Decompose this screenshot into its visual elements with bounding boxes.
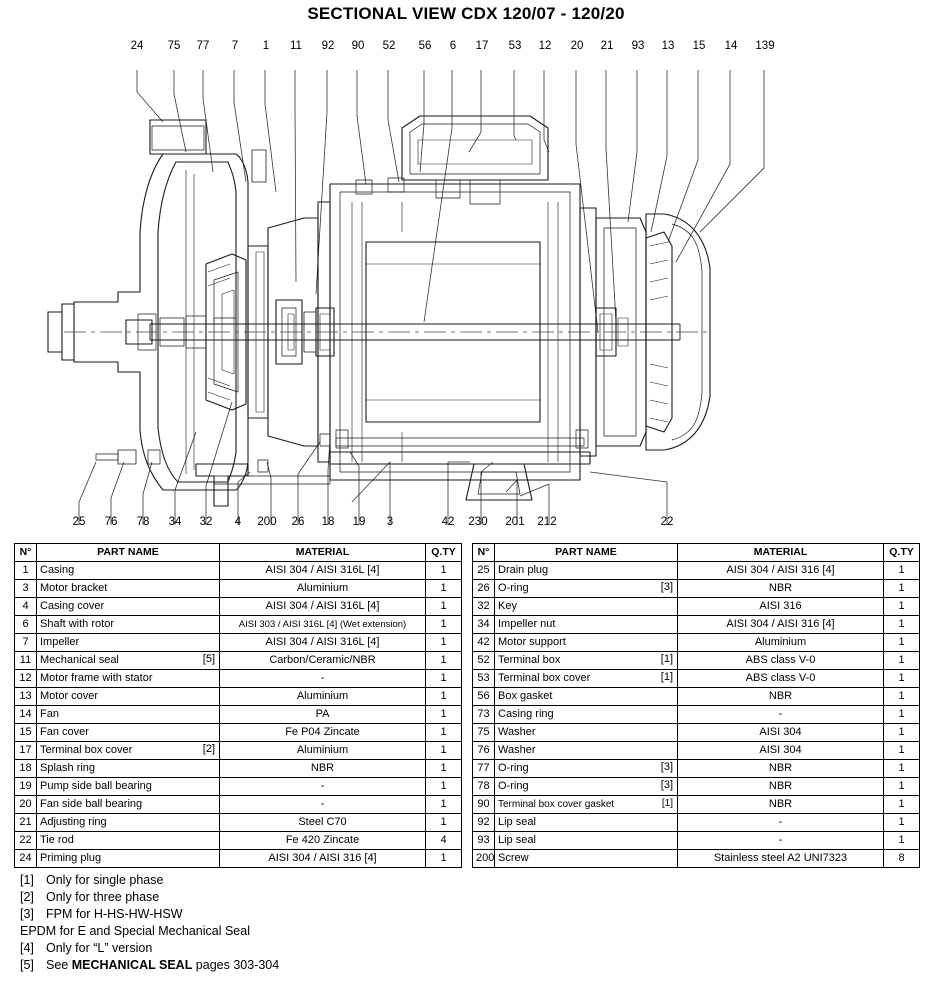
callout-6: 6 — [449, 40, 457, 52]
part-label: Washer — [498, 726, 536, 738]
cell-num: 6 — [15, 616, 37, 634]
cell-num: 93 — [473, 832, 495, 850]
callout-19: 19 — [352, 516, 366, 528]
cell-material: Aluminium — [678, 634, 884, 652]
part-label: Lip seal — [498, 816, 536, 828]
callout-52: 52 — [382, 40, 396, 52]
callout-76: 76 — [104, 516, 118, 528]
cell-name — [495, 616, 678, 634]
cell-name — [37, 814, 220, 832]
cell-qty: 1 — [884, 580, 920, 598]
cell-num: 200 — [473, 850, 495, 868]
part-label: Terminal box cover — [40, 744, 133, 756]
cell-name — [495, 724, 678, 742]
cell-material: - — [678, 832, 884, 850]
part-label: Terminal box cover — [498, 672, 591, 684]
header-num: N° — [15, 544, 37, 562]
cell-material: AISI 304 / AISI 316L [4] — [220, 562, 426, 580]
cell-material: PA — [220, 706, 426, 724]
cell-num: 78 — [473, 778, 495, 796]
part-label: Fan — [40, 708, 59, 720]
table-row — [473, 724, 920, 742]
cell-name — [495, 796, 678, 814]
callout-11: 11 — [290, 40, 302, 52]
table-row — [15, 688, 462, 706]
cell-name — [37, 778, 220, 796]
footnote-text-pre: See — [46, 958, 72, 972]
cell-material: ABS class V-0 — [678, 652, 884, 670]
cell-material: AISI 304 / AISI 316 [4] — [678, 616, 884, 634]
callout-25: 25 — [72, 516, 86, 528]
table-row — [15, 562, 462, 580]
cell-material: Steel C70 — [220, 814, 426, 832]
part-label: Casing ring — [498, 708, 554, 720]
cell-qty: 1 — [426, 688, 462, 706]
part-label: Splash ring — [40, 762, 96, 774]
cell-qty: 1 — [884, 706, 920, 724]
cell-material: Fe 420 Zincate — [220, 832, 426, 850]
cell-num: 11 — [15, 652, 37, 670]
footnote-text-post: pages 303-304 — [192, 958, 280, 972]
cell-name — [495, 598, 678, 616]
table-row — [15, 634, 462, 652]
part-label: Fan cover — [40, 726, 89, 738]
cell-qty: 1 — [426, 724, 462, 742]
callout-56: 56 — [418, 40, 432, 52]
callout-139: 139 — [755, 40, 775, 52]
cell-name — [37, 598, 220, 616]
cell-num: 26 — [473, 580, 495, 598]
cell-name — [495, 814, 678, 832]
cell-name — [37, 760, 220, 778]
part-label: Terminal box — [498, 654, 561, 666]
table-row — [473, 652, 920, 670]
cell-qty: 1 — [426, 598, 462, 616]
table-row — [15, 814, 462, 832]
callout-17: 17 — [475, 40, 489, 52]
header-part-name: PART NAME — [37, 544, 220, 562]
part-label: Casing — [40, 564, 75, 576]
cell-qty: 1 — [884, 670, 920, 688]
footnote-tag: [1] — [20, 873, 34, 887]
table-row — [473, 580, 920, 598]
cell-qty: 1 — [884, 832, 920, 850]
cell-name — [495, 706, 678, 724]
cell-name — [495, 760, 678, 778]
cell-material: AISI 316 — [678, 598, 884, 616]
cell-qty: 1 — [426, 778, 462, 796]
cell-qty: 1 — [884, 634, 920, 652]
callout-26: 26 — [291, 516, 305, 528]
part-label: Priming plug — [40, 852, 102, 864]
table-header-row — [473, 544, 920, 562]
part-ref: [1] — [660, 653, 673, 665]
part-label: Motor cover — [40, 690, 99, 702]
callout-230: 230 — [468, 516, 488, 528]
cell-num: 3 — [15, 580, 37, 598]
cell-material: NBR — [678, 580, 884, 598]
cell-qty: 4 — [426, 832, 462, 850]
part-label: Box gasket — [498, 690, 553, 702]
callout-22: 22 — [660, 516, 674, 528]
parts-table-left — [14, 543, 462, 868]
cell-num: 15 — [15, 724, 37, 742]
table-row — [15, 760, 462, 778]
pump-cross-section-svg — [0, 32, 932, 537]
cell-num: 42 — [473, 634, 495, 652]
header-material: MATERIAL — [678, 544, 884, 562]
part-label: Washer — [498, 744, 536, 756]
cell-name — [495, 562, 678, 580]
callout-200: 200 — [257, 516, 277, 528]
callout-1: 1 — [262, 40, 270, 52]
table-header-row — [15, 544, 462, 562]
cell-material: Fe P04 Zincate — [220, 724, 426, 742]
cell-qty: 1 — [426, 760, 462, 778]
cell-material: - — [220, 670, 426, 688]
callout-93: 93 — [631, 40, 645, 52]
part-label: O-ring — [498, 780, 529, 792]
table-row — [15, 652, 462, 670]
table-row — [473, 832, 920, 850]
cell-name — [495, 580, 678, 598]
table-row — [473, 778, 920, 796]
cell-material: NBR — [678, 688, 884, 706]
cell-name — [37, 850, 220, 868]
part-label: O-ring — [498, 762, 529, 774]
cell-num: 75 — [473, 724, 495, 742]
header-num: N° — [473, 544, 495, 562]
header-qty: Q.TY — [884, 544, 920, 562]
table-row — [15, 724, 462, 742]
footnote-1 — [20, 872, 720, 889]
part-label: Pump side ball bearing — [40, 780, 152, 792]
cell-qty: 1 — [884, 652, 920, 670]
footnote-text: Only for “L” version — [46, 941, 153, 955]
footnotes — [20, 872, 720, 974]
cell-qty: 1 — [426, 562, 462, 580]
table-row — [473, 598, 920, 616]
cell-material: ABS class V-0 — [678, 670, 884, 688]
cell-qty: 1 — [884, 760, 920, 778]
callout-21: 21 — [600, 40, 614, 52]
header-part-name: PART NAME — [495, 544, 678, 562]
cell-num: 7 — [15, 634, 37, 652]
cell-num: 32 — [473, 598, 495, 616]
table-row — [473, 760, 920, 778]
table-row — [15, 778, 462, 796]
cell-name — [37, 616, 220, 634]
cell-name — [37, 742, 220, 760]
header-material: MATERIAL — [220, 544, 426, 562]
footnote-tag: [4] — [20, 941, 34, 955]
callout-34: 34 — [168, 516, 182, 528]
cell-material: Aluminium — [220, 688, 426, 706]
table-row — [15, 796, 462, 814]
cell-qty: 8 — [884, 850, 920, 868]
cell-num: 52 — [473, 652, 495, 670]
page-title: SECTIONAL VIEW CDX 120/07 - 120/20 — [307, 4, 625, 23]
table-row — [15, 580, 462, 598]
part-label: Motor bracket — [40, 582, 108, 594]
cell-qty: 1 — [426, 706, 462, 724]
cell-name — [37, 706, 220, 724]
part-label: Mechanical seal — [40, 654, 119, 666]
table-row — [473, 850, 920, 868]
cell-num: 92 — [473, 814, 495, 832]
cell-material: Carbon/Ceramic/NBR — [220, 652, 426, 670]
callout-78: 78 — [136, 516, 150, 528]
part-ref: [1] — [661, 798, 673, 809]
cell-name — [495, 778, 678, 796]
cell-num: 77 — [473, 760, 495, 778]
cell-num: 76 — [473, 742, 495, 760]
callout-24: 24 — [130, 40, 144, 52]
part-ref: [3] — [660, 779, 673, 791]
cell-num: 24 — [15, 850, 37, 868]
cell-material: AISI 304 — [678, 724, 884, 742]
part-label: Adjusting ring — [40, 816, 107, 828]
cell-material: AISI 304 / AISI 316 [4] — [678, 562, 884, 580]
cell-qty: 1 — [884, 598, 920, 616]
footnote-2 — [20, 889, 720, 906]
callout-90: 90 — [351, 40, 365, 52]
callout-212: 212 — [537, 516, 557, 528]
table-row — [473, 616, 920, 634]
part-ref: [5] — [202, 653, 215, 665]
cell-num: 19 — [15, 778, 37, 796]
footnote-3 — [20, 906, 720, 923]
callout-12: 12 — [538, 40, 552, 52]
cell-material: - — [678, 706, 884, 724]
cell-qty: 1 — [426, 850, 462, 868]
footnote-4 — [20, 940, 720, 957]
footnote-tag: [2] — [20, 890, 34, 904]
table-row — [473, 670, 920, 688]
table-row — [473, 742, 920, 760]
cell-material: - — [220, 796, 426, 814]
cell-name — [37, 688, 220, 706]
cell-material: NBR — [678, 796, 884, 814]
table-row — [15, 832, 462, 850]
part-label: Terminal box cover gasket — [498, 799, 615, 810]
parts-tables — [14, 543, 918, 868]
parts-table-right — [472, 543, 920, 868]
footnote-text: Only for single phase — [46, 873, 164, 887]
cell-qty: 1 — [884, 814, 920, 832]
cell-material: - — [678, 814, 884, 832]
cell-num: 4 — [15, 598, 37, 616]
table-row — [473, 706, 920, 724]
cell-num: 34 — [473, 616, 495, 634]
part-label: Impeller — [40, 636, 80, 648]
part-label: Lip seal — [498, 834, 536, 846]
table-row — [15, 742, 462, 760]
cell-num: 13 — [15, 688, 37, 706]
callout-75: 75 — [167, 40, 181, 52]
table-row — [15, 598, 462, 616]
cell-name — [495, 832, 678, 850]
cell-material: NBR — [678, 760, 884, 778]
cell-qty: 1 — [884, 688, 920, 706]
cell-qty: 1 — [884, 562, 920, 580]
table-row — [473, 562, 920, 580]
part-ref: [3] — [660, 761, 673, 773]
footnote-text: FPM for H-HS-HW-HSW — [46, 907, 183, 921]
cell-qty: 1 — [426, 616, 462, 634]
table-row — [473, 688, 920, 706]
cell-name — [37, 832, 220, 850]
cell-qty: 1 — [426, 796, 462, 814]
table-row — [15, 850, 462, 868]
cell-qty: 1 — [426, 670, 462, 688]
footnote-tag: [3] — [20, 907, 34, 921]
part-label: Screw — [498, 852, 529, 864]
part-ref: [1] — [660, 671, 673, 683]
callout-92: 92 — [321, 40, 335, 52]
cell-num: 53 — [473, 670, 495, 688]
cell-material: Stainless steel A2 UNI7323 — [678, 850, 884, 868]
table-row — [473, 814, 920, 832]
cell-material: AISI 304 — [678, 742, 884, 760]
cell-num: 73 — [473, 706, 495, 724]
part-label: O-ring — [498, 582, 529, 594]
cell-name — [495, 670, 678, 688]
cell-name — [37, 670, 220, 688]
part-label: Casing cover — [40, 600, 105, 612]
callout-15: 15 — [692, 40, 706, 52]
cell-num: 56 — [473, 688, 495, 706]
callout-32: 32 — [199, 516, 213, 528]
cell-name — [495, 742, 678, 760]
part-ref: [2] — [202, 743, 215, 755]
cell-name — [37, 580, 220, 598]
part-label: Impeller nut — [498, 618, 556, 630]
callout-7: 7 — [231, 40, 239, 52]
cell-name — [37, 562, 220, 580]
table-row — [15, 616, 462, 634]
cell-name — [37, 652, 220, 670]
cell-qty: 1 — [884, 616, 920, 634]
part-label: Fan side ball bearing — [40, 798, 143, 810]
callout-42: 42 — [441, 516, 455, 528]
cell-name — [495, 634, 678, 652]
callout-4: 4 — [234, 516, 242, 528]
part-ref: [3] — [660, 581, 673, 593]
callout-13: 13 — [661, 40, 675, 52]
part-label: Key — [498, 600, 517, 612]
cell-material: Aluminium — [220, 742, 426, 760]
cell-qty: 1 — [884, 796, 920, 814]
footnote-5 — [20, 957, 720, 974]
cell-material: NBR — [220, 760, 426, 778]
cell-num: 25 — [473, 562, 495, 580]
cell-material: AISI 304 / AISI 316 [4] — [220, 850, 426, 868]
footnote-text: Only for three phase — [46, 890, 160, 904]
cell-qty: 1 — [426, 652, 462, 670]
callout-77: 77 — [196, 40, 210, 52]
cell-name — [37, 724, 220, 742]
callout-14: 14 — [724, 40, 738, 52]
table-row — [473, 634, 920, 652]
cell-num: 1 — [15, 562, 37, 580]
cell-name — [495, 850, 678, 868]
header-qty: Q.TY — [426, 544, 462, 562]
part-label: Motor frame with stator — [40, 672, 153, 684]
cell-num: 22 — [15, 832, 37, 850]
part-label: Drain plug — [498, 564, 549, 576]
cell-material: AISI 303 / AISI 316L [4] (Wet extension) — [220, 616, 426, 634]
footnote-3-continuation: EPDM for E and Special Mechanical Seal — [20, 924, 250, 938]
cell-qty: 1 — [426, 580, 462, 598]
cell-num: 90 — [473, 796, 495, 814]
footnote-tag: [5] — [20, 958, 34, 972]
cell-name — [37, 634, 220, 652]
sectional-drawing — [0, 32, 932, 537]
callout-3: 3 — [386, 516, 394, 528]
cell-qty: 1 — [884, 742, 920, 760]
table-row — [15, 706, 462, 724]
cell-num: 14 — [15, 706, 37, 724]
cell-num: 17 — [15, 742, 37, 760]
part-label: Shaft with rotor — [40, 618, 114, 630]
cell-num: 12 — [15, 670, 37, 688]
cell-name — [495, 652, 678, 670]
callout-201: 201 — [505, 516, 525, 528]
cell-material: Aluminium — [220, 580, 426, 598]
cell-name — [495, 688, 678, 706]
cell-num: 21 — [15, 814, 37, 832]
cell-material: - — [220, 778, 426, 796]
cell-qty: 1 — [884, 778, 920, 796]
cell-num: 18 — [15, 760, 37, 778]
cell-material: NBR — [678, 778, 884, 796]
cell-num: 20 — [15, 796, 37, 814]
cell-qty: 1 — [426, 742, 462, 760]
cell-material: AISI 304 / AISI 316L [4] — [220, 598, 426, 616]
cell-qty: 1 — [426, 634, 462, 652]
part-label: Motor support — [498, 636, 566, 648]
footnote-text — [46, 957, 720, 974]
table-row — [15, 670, 462, 688]
callout-53: 53 — [508, 40, 522, 52]
callout-18: 18 — [321, 516, 335, 528]
cell-qty: 1 — [426, 814, 462, 832]
table-row — [473, 796, 920, 814]
part-label: Tie rod — [40, 834, 74, 846]
cell-qty: 1 — [884, 724, 920, 742]
callout-20: 20 — [570, 40, 584, 52]
cell-material: AISI 304 / AISI 316L [4] — [220, 634, 426, 652]
cell-name — [37, 796, 220, 814]
footnote-text-bold: MECHANICAL SEAL — [71, 958, 193, 972]
